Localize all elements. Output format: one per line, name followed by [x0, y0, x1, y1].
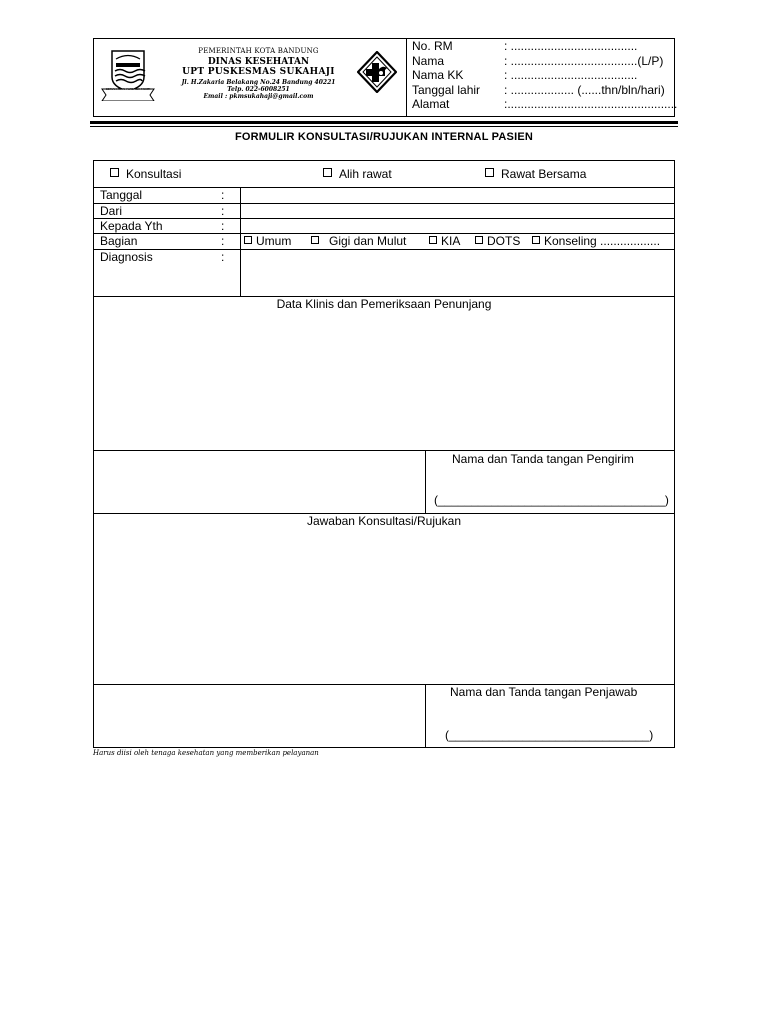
checkbox-icon[interactable] [244, 236, 252, 244]
signature-column-divider [425, 450, 426, 513]
label-no-rm: No. RM [412, 39, 453, 53]
field-no-rm[interactable]: : ...................................... [504, 39, 638, 53]
option-rawat-bersama-label: Rawat Bersama [501, 167, 587, 181]
row-divider [94, 450, 674, 451]
letterhead-government: PEMERINTAH KOTA BANDUNG [198, 47, 319, 55]
label-tanggal-lahir: Tanggal lahir [412, 83, 481, 97]
header-divider [406, 39, 407, 116]
checkbox-icon[interactable] [475, 236, 483, 244]
field-answer[interactable] [96, 530, 672, 682]
colon: : [221, 219, 225, 233]
field-nama-kk[interactable]: : ...................................... [504, 68, 638, 82]
label-kepada-yth: Kepada Yth [100, 219, 163, 233]
health-emblem-icon [357, 51, 397, 93]
option-konsultasi[interactable] [110, 167, 181, 181]
checkbox-icon[interactable] [532, 236, 540, 244]
form-title: FORMULIR KONSULTASI/RUJUKAN INTERNAL PASIEN [234, 131, 534, 143]
field-tanggal-lahir[interactable]: : ................... (......thn/bln/hari) [504, 83, 665, 97]
bagian-kia[interactable] [429, 234, 460, 248]
bagian-dots-label: DOTS [487, 234, 521, 248]
label-diagnosis: Diagnosis [100, 250, 153, 264]
signature-column-divider [425, 684, 426, 748]
bagian-kia-label: KIA [441, 234, 461, 248]
field-clinical-data[interactable] [96, 313, 672, 449]
bagian-gigi-mulut-label: Gigi dan Mulut [329, 234, 407, 248]
checkbox-icon[interactable] [429, 236, 437, 244]
field-dari[interactable] [241, 204, 675, 218]
section-clinical-title: Data Klinis dan Pemeriksaan Penunjang [276, 297, 492, 311]
letterhead-email: Email : pkmsukahaji@gmail.com [203, 93, 314, 100]
label-alamat: Alamat [412, 97, 450, 111]
logo-ribbon-text: GEMAH RIPAH WIBAWA MUKTI [105, 87, 151, 91]
option-alih-rawat[interactable] [323, 167, 392, 181]
label-nama-kk: Nama KK [412, 68, 464, 82]
field-nama[interactable]: : ......................................(L/P) [504, 54, 664, 68]
field-diagnosis[interactable] [241, 250, 675, 296]
label-bagian: Bagian [100, 234, 138, 248]
header-rule-thick [90, 121, 678, 124]
colon: : [221, 234, 225, 248]
bagian-gigi-mulut[interactable] [311, 234, 406, 248]
colon: : [221, 188, 225, 202]
responder-signature-line[interactable]: (______________________________) [445, 728, 654, 742]
label-nama: Nama [412, 54, 445, 68]
bagian-konseling[interactable] [532, 234, 660, 248]
colon: : [221, 204, 225, 218]
option-alih-rawat-label: Alih rawat [339, 167, 392, 181]
field-alamat[interactable]: :................................................... [504, 97, 678, 111]
checkbox-icon[interactable] [323, 168, 332, 177]
option-rawat-bersama[interactable] [485, 167, 586, 181]
bagian-umum[interactable] [244, 234, 291, 248]
option-konsultasi-label: Konsultasi [126, 167, 182, 181]
letterhead-department: DINAS KESEHATAN [207, 57, 310, 67]
bagian-umum-label: Umum [256, 234, 292, 248]
bagian-konseling-label: Konseling .................. [544, 234, 661, 248]
letterhead-address: Jl. H.Zakaria Belakang No.24 Bandung 40221 [181, 79, 336, 86]
section-answer-title: Jawaban Konsultasi/Rujukan [306, 514, 462, 528]
checkbox-icon[interactable] [311, 236, 319, 244]
letterhead-phone: Telp. 022-6008251 [227, 86, 290, 93]
bandung-city-logo-icon [100, 47, 156, 101]
field-kepada-yth[interactable] [241, 219, 675, 233]
checkbox-icon[interactable] [110, 168, 119, 177]
footnote: Harus diisi oleh tenaga kesehatan yang memberikan pelayanan [93, 749, 319, 757]
sender-signature-title: Nama dan Tanda tangan Pengirim [452, 452, 634, 466]
colon: : [221, 250, 225, 264]
letterhead-institution: UPT PUSKESMAS SUKAHAJI [182, 67, 335, 77]
bagian-dots[interactable] [475, 234, 520, 248]
referral-form [93, 160, 675, 748]
field-tanggal[interactable] [241, 188, 675, 203]
responder-signature-title: Nama dan Tanda tangan Penjawab [450, 685, 638, 699]
label-tanggal: Tanggal [100, 188, 143, 202]
sender-signature-line[interactable]: (__________________________________) [434, 493, 669, 507]
checkbox-icon[interactable] [485, 168, 494, 177]
header-rule-thin [90, 126, 678, 127]
label-dari: Dari [100, 204, 123, 218]
